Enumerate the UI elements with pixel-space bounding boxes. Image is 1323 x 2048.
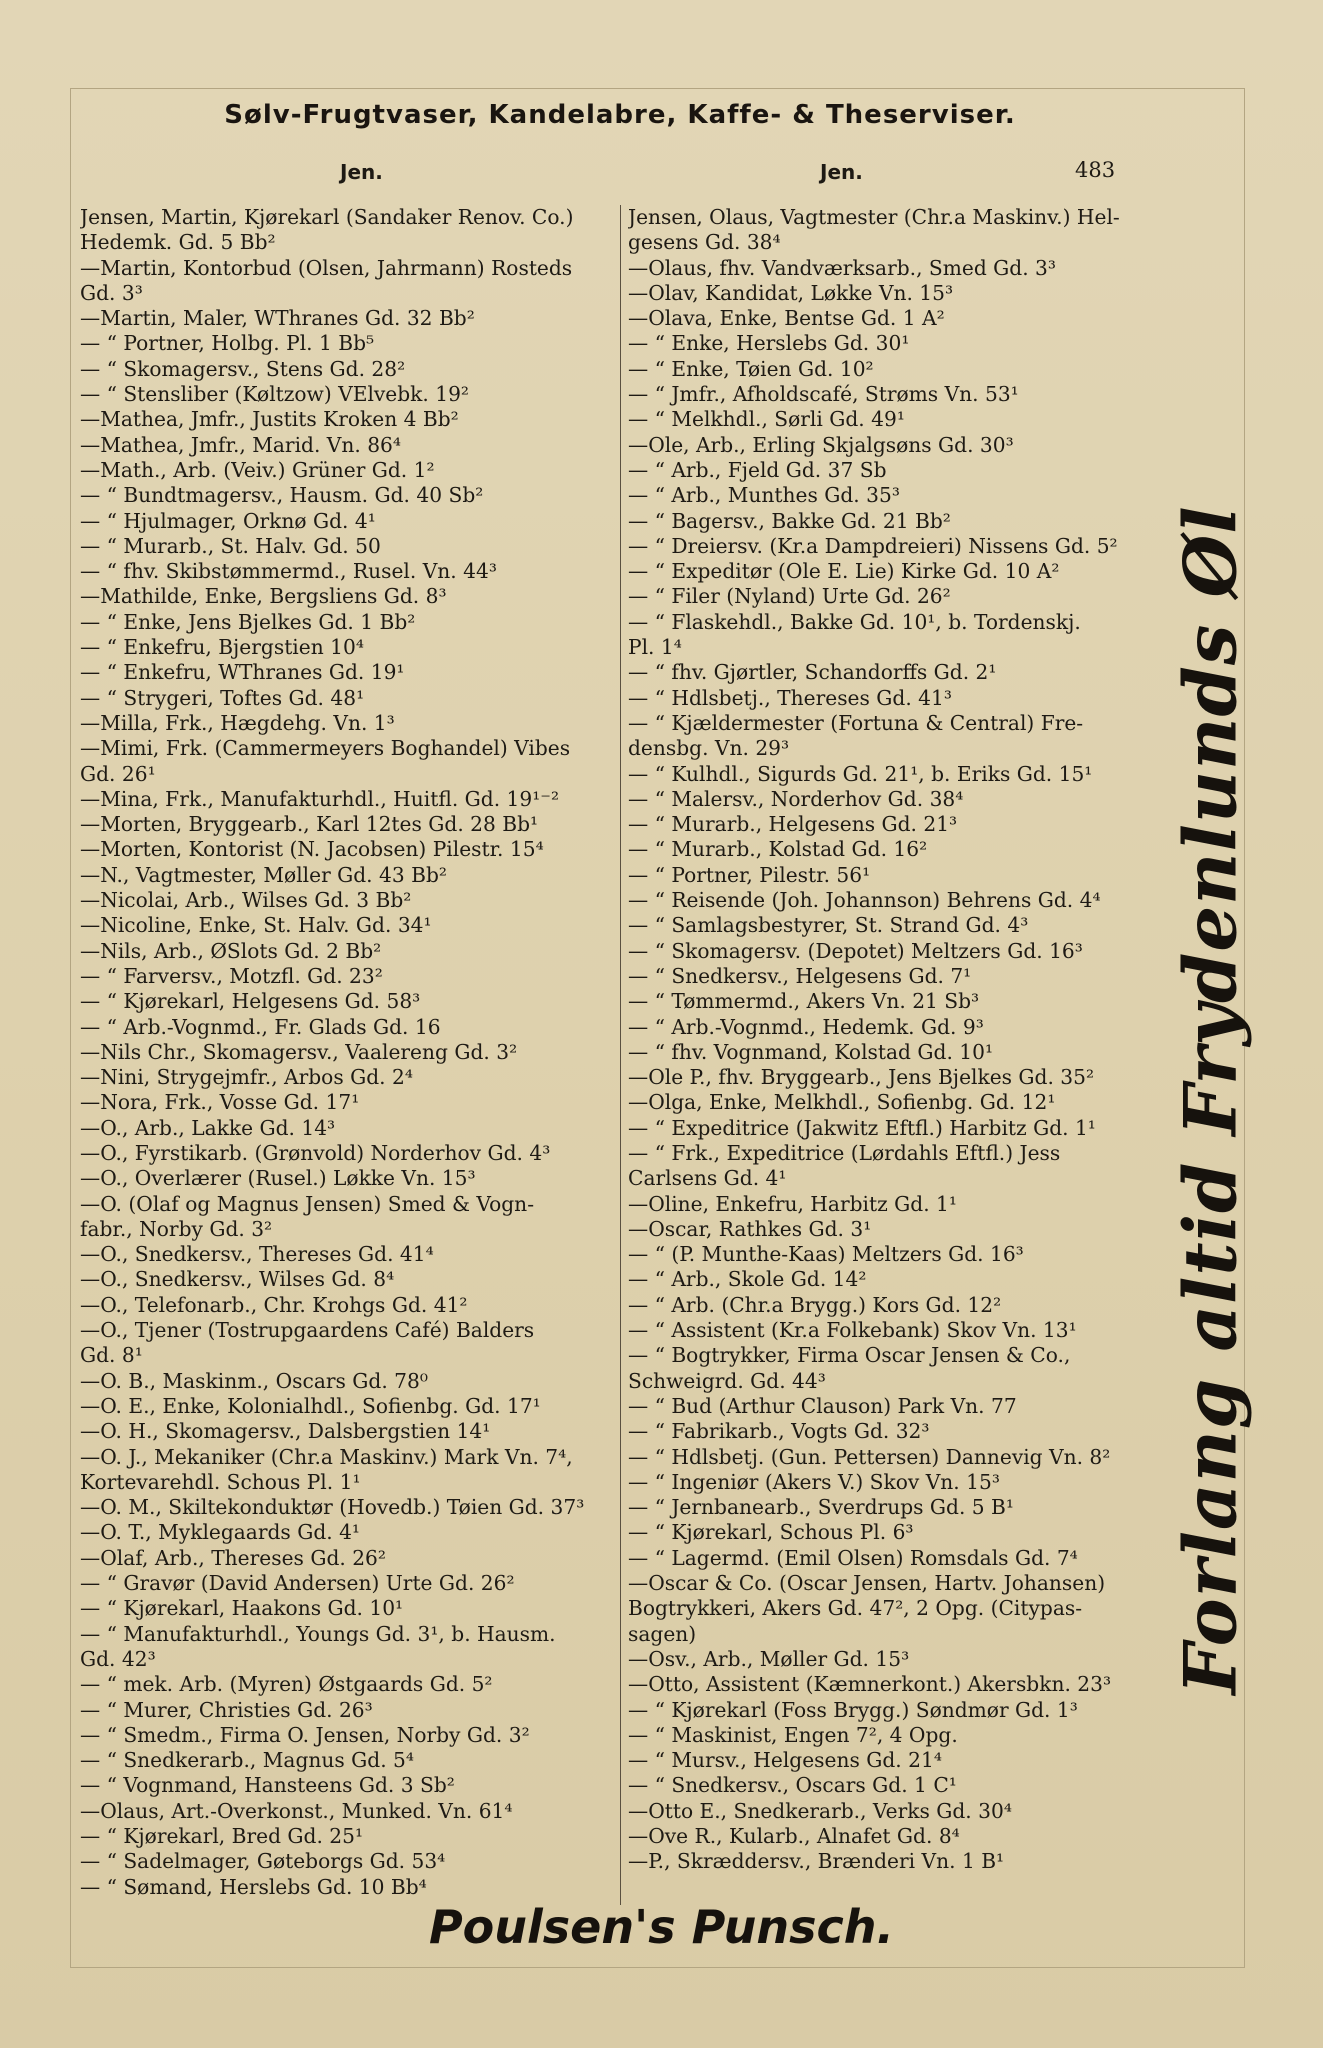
directory-entry: — “ Kjørekarl, Schous Pl. 6³ bbox=[628, 1520, 914, 1545]
directory-entry: — “ Skomagersv. (Depotet) Meltzers Gd. 16³ bbox=[628, 938, 1083, 963]
directory-entry: —Nils, Arb., ØSlots Gd. 2 Bb² bbox=[80, 938, 382, 963]
directory-entry: —Mathea, Jmfr., Justits Kroken 4 Bb² bbox=[80, 407, 459, 432]
directory-entry: —Olga, Enke, Melkhdl., Sofienbg. Gd. 12¹ bbox=[628, 1090, 1056, 1115]
directory-entry: Schweigrd. Gd. 44³ bbox=[628, 1368, 826, 1393]
directory-entry: —Nicoline, Enke, St. Halv. Gd. 34¹ bbox=[80, 913, 432, 938]
right-column bbox=[628, 205, 1168, 1875]
directory-entry: — “ Vognmand, Hansteens Gd. 3 Sb² bbox=[80, 1773, 455, 1798]
directory-entry: —Olaus, fhv. Vandværksarb., Smed Gd. 3³ bbox=[628, 255, 1056, 280]
directory-entry: —Mina, Frk., Manufakturhdl., Huitfl. Gd. 19¹⁻² bbox=[80, 786, 560, 811]
directory-entry: —Olav, Kandidat, Løkke Vn. 15³ bbox=[628, 280, 954, 305]
directory-entry: — “ (P. Munthe-Kaas) Meltzers Gd. 16³ bbox=[628, 1242, 1024, 1267]
directory-entry: — “ Smedm., Firma O. Jensen, Norby Gd. 3² bbox=[80, 1722, 530, 1747]
directory-entry: — “ Hjulmager, Orknø Gd. 4¹ bbox=[80, 508, 376, 533]
sidebar-advertisement: Forlang altid Frydenlunds Øl bbox=[1167, 505, 1253, 1695]
directory-entry: —Martin, Maler, WThranes Gd. 32 Bb² bbox=[80, 306, 475, 331]
directory-entry: —O., Fyrstikarb. (Grønvold) Norderhov Gd. 4³ bbox=[80, 1140, 551, 1165]
directory-entry: —P., Skræddersv., Brænderi Vn. 1 B¹ bbox=[628, 1849, 1005, 1874]
directory-entry: — “ Kjørekarl, Haakons Gd. 10¹ bbox=[80, 1596, 404, 1621]
directory-entry: — “ fhv. Skibstømmermd., Rusel. Vn. 44³ bbox=[80, 559, 497, 584]
directory-entry: — “ Enke, Tøien Gd. 10² bbox=[628, 356, 874, 381]
directory-entry: — “ Kjældermester (Fortuna & Central) Fre- bbox=[628, 710, 1084, 735]
directory-entry: Gd. 42³ bbox=[80, 1646, 156, 1671]
directory-entry: —O., Telefonarb., Chr. Krohgs Gd. 41² bbox=[80, 1292, 468, 1317]
directory-entry: Kortevarehdl. Schous Pl. 1¹ bbox=[80, 1469, 361, 1494]
directory-entry: —Oscar, Rathkes Gd. 3¹ bbox=[628, 1216, 872, 1241]
directory-entry: —Oline, Enkefru, Harbitz Gd. 1¹ bbox=[628, 1191, 957, 1216]
directory-entry: —Nils Chr., Skomagersv., Vaalereng Gd. 3² bbox=[80, 1039, 518, 1064]
directory-entry: —Mathilde, Enke, Bergsliens Gd. 8³ bbox=[80, 584, 447, 609]
directory-entry: —O. M., Skiltekonduktør (Hovedb.) Tøien Gd. 37³ bbox=[80, 1495, 585, 1520]
directory-entry: — “ Hdlsbetj. (Gun. Pettersen) Dannevig Vn. 8² bbox=[628, 1444, 1111, 1469]
directory-entry: —O., Snedkersv., Thereses Gd. 41⁴ bbox=[80, 1242, 434, 1267]
directory-entry: sagen) bbox=[628, 1621, 697, 1646]
directory-entry: —O. H., Skomagersv., Dalsbergstien 14¹ bbox=[80, 1419, 491, 1444]
directory-entry: — “ Enke, Herslebs Gd. 30¹ bbox=[628, 331, 910, 356]
directory-entry: fabr., Norby Gd. 3² bbox=[80, 1216, 273, 1241]
directory-entry: — “ Bogtrykker, Firma Oscar Jensen & Co., bbox=[628, 1343, 1071, 1368]
directory-entry: — “ Sadelmager, Gøteborgs Gd. 53⁴ bbox=[80, 1849, 446, 1874]
directory-entry: — “ Murarb., Helgesens Gd. 21³ bbox=[628, 812, 958, 837]
directory-entry: — “ Expeditør (Ole E. Lie) Kirke Gd. 10 A² bbox=[628, 559, 1060, 584]
directory-entry: Jensen, Olaus, Vagtmester (Chr.a Maskinv.) Hel- bbox=[628, 205, 1120, 229]
directory-entry: —Ole, Arb., Erling Skjalgsøns Gd. 30³ bbox=[628, 432, 1014, 457]
directory-entry: — “ Stensliber (Køltzow) VElvebk. 19² bbox=[80, 382, 470, 407]
directory-entry: Carlsens Gd. 4¹ bbox=[628, 1166, 787, 1191]
footer-advertisement: Poulsen's Punsch. bbox=[428, 1900, 895, 1954]
directory-entry: —Nora, Frk., Vosse Gd. 17¹ bbox=[80, 1090, 360, 1115]
page-number: 483 bbox=[1075, 158, 1116, 182]
directory-entry: —Mathea, Jmfr., Marid. Vn. 86⁴ bbox=[80, 432, 401, 457]
directory-entry: — “ Expeditrice (Jakwitz Eftfl.) Harbitz Gd. 1¹ bbox=[628, 1115, 1096, 1140]
directory-entry: — “ Bundtmagersv., Hausm. Gd. 40 Sb² bbox=[80, 483, 484, 508]
directory-entry: — “ Farversv., Motzfl. Gd. 23² bbox=[80, 963, 383, 988]
directory-entry: —Nini, Strygejmfr., Arbos Gd. 2⁴ bbox=[80, 1065, 413, 1090]
directory-entry: —Ove R., Kularb., Alnafet Gd. 8⁴ bbox=[628, 1824, 960, 1848]
directory-entry: Jensen, Martin, Kjørekarl (Sandaker Renov. Co.) bbox=[80, 205, 574, 229]
directory-entry: — “ Flaskehdl., Bakke Gd. 10¹, b. Tordenskj. bbox=[628, 609, 1081, 634]
directory-entry: — “ Sømand, Herslebs Gd. 10 Bb⁴ bbox=[80, 1874, 427, 1899]
left-column bbox=[80, 205, 620, 1900]
directory-entry: —O., Tjener (Tostrupgaardens Café) Balders bbox=[80, 1318, 535, 1343]
directory-entry: — “ fhv. Gjørtler, Schandorffs Gd. 2¹ bbox=[628, 660, 997, 685]
directory-entry: — “ Bagersv., Bakke Gd. 21 Bb² bbox=[628, 508, 951, 533]
directory-entry: Gd. 3³ bbox=[80, 280, 143, 305]
directory-entry: —Otto, Assistent (Kæmnerkont.) Akersbkn. 23³ bbox=[628, 1672, 1112, 1697]
directory-entry: —O. T., Myklegaards Gd. 4¹ bbox=[80, 1520, 361, 1545]
directory-entry: — “ Assistent (Kr.a Folkebank) Skov Vn. 13¹ bbox=[628, 1318, 1077, 1343]
directory-entry: — “ Frk., Expeditrice (Lørdahls Eftfl.) Jess bbox=[628, 1140, 1061, 1165]
directory-entry: — “ Portner, Holbg. Pl. 1 Bb⁵ bbox=[80, 331, 375, 356]
directory-entry: — “ Arb.-Vognmd., Hedemk. Gd. 9³ bbox=[628, 1014, 984, 1039]
directory-entry: — “ Enkefru, WThranes Gd. 19¹ bbox=[80, 660, 405, 685]
directory-entry: — “ fhv. Vognmand, Kolstad Gd. 10¹ bbox=[628, 1039, 994, 1064]
directory-entry: — “ Kjørekarl (Foss Brygg.) Søndmør Gd. 1³ bbox=[628, 1697, 1078, 1722]
directory-entry: — “ Enkefru, Bjergstien 10⁴ bbox=[80, 635, 364, 660]
directory-entry: — “ Bud (Arthur Clauson) Park Vn. 77 bbox=[628, 1393, 1017, 1418]
directory-entry: —Mimi, Frk. (Cammermeyers Boghandel) Vibes bbox=[80, 736, 571, 761]
directory-entry: — “ Fabrikarb., Vogts Gd. 32³ bbox=[628, 1419, 930, 1444]
directory-entry: — “ Hdlsbetj., Thereses Gd. 41³ bbox=[628, 685, 952, 710]
directory-entry: — “ Manufakturhdl., Youngs Gd. 3¹, b. Hausm. bbox=[80, 1621, 556, 1646]
header-banner: Sølv-Frugtvaser, Kandelabre, Kaffe- & Theserviser. bbox=[224, 100, 1016, 130]
directory-entry: — “ Enke, Jens Bjelkes Gd. 1 Bb² bbox=[80, 609, 416, 634]
directory-entry: — “ Jmfr., Afholdscafé, Strøms Vn. 53¹ bbox=[628, 382, 1019, 407]
directory-entry: —Ole P., fhv. Bryggearb., Jens Bjelkes Gd. 35² bbox=[628, 1065, 1095, 1090]
directory-entry: — “ Ingeniør (Akers V.) Skov Vn. 15³ bbox=[628, 1469, 1000, 1494]
directory-entry: — “ Snedkersv., Helgesens Gd. 7¹ bbox=[628, 963, 972, 988]
directory-entry: densbg. Vn. 29³ bbox=[628, 736, 790, 761]
directory-entry: —O., Snedkersv., Wilses Gd. 8⁴ bbox=[80, 1267, 395, 1292]
directory-entry: —Martin, Kontorbud (Olsen, Jahrmann) Rosteds bbox=[80, 255, 573, 280]
directory-entry: — “ Arb., Skole Gd. 14² bbox=[628, 1267, 867, 1292]
directory-entry: — “ Malersv., Norderhov Gd. 38⁴ bbox=[628, 786, 964, 811]
directory-entry: —O., Arb., Lakke Gd. 14³ bbox=[80, 1115, 336, 1140]
directory-entry: — “ Arb.-Vognmd., Fr. Glads Gd. 16 bbox=[80, 1014, 441, 1039]
directory-entry: — “ Snedkersv., Oscars Gd. 1 C¹ bbox=[628, 1773, 957, 1798]
directory-entry: — “ Arb. (Chr.a Brygg.) Kors Gd. 12² bbox=[628, 1292, 1002, 1317]
directory-entry: — “ Kjørekarl, Helgesens Gd. 58³ bbox=[80, 989, 421, 1014]
directory-entry: — “ Murarb., Kolstad Gd. 16² bbox=[628, 837, 928, 862]
directory-entry: gesens Gd. 38⁴ bbox=[628, 230, 781, 255]
directory-entry: —Olaus, Art.-Overkonst., Munked. Vn. 61⁴ bbox=[80, 1798, 513, 1823]
directory-entry: — “ Strygeri, Toftes Gd. 48¹ bbox=[80, 685, 365, 710]
directory-entry: —Math., Arb. (Veiv.) Grüner Gd. 1² bbox=[80, 457, 435, 482]
directory-entry: —Olaf, Arb., Thereses Gd. 26² bbox=[80, 1545, 386, 1570]
directory-entry: —O. (Olaf og Magnus Jensen) Smed & Vogn- bbox=[80, 1191, 535, 1216]
directory-entry: — “ Arb., Fjeld Gd. 37 Sb bbox=[628, 457, 887, 482]
directory-entry: Pl. 1⁴ bbox=[628, 635, 682, 660]
directory-entry: — “ Murer, Christies Gd. 26³ bbox=[80, 1697, 373, 1722]
directory-entry: — “ Skomagersv., Stens Gd. 28² bbox=[80, 356, 406, 381]
directory-entry: —N., Vagtmester, Møller Gd. 43 Bb² bbox=[80, 862, 447, 887]
directory-entry: —O. J., Mekaniker (Chr.a Maskinv.) Mark Vn. 7⁴, bbox=[80, 1444, 573, 1469]
directory-entry: —Oscar & Co. (Oscar Jensen, Hartv. Johansen) bbox=[628, 1571, 1106, 1596]
left-column-heading: Jen. bbox=[340, 160, 383, 184]
directory-entry: — “ Kulhdl., Sigurds Gd. 21¹, b. Eriks Gd. 15¹ bbox=[628, 761, 1093, 786]
directory-entry: Gd. 8¹ bbox=[80, 1343, 143, 1368]
directory-entry: — “ Melkhdl., Sørli Gd. 49¹ bbox=[628, 407, 905, 432]
directory-entry: — “ Kjørekarl, Bred Gd. 25¹ bbox=[80, 1824, 364, 1848]
directory-entry: —Otto E., Snedkerarb., Verks Gd. 30⁴ bbox=[628, 1798, 1012, 1823]
directory-entry: — “ Reisende (Joh. Johannson) Behrens Gd. 4⁴ bbox=[628, 888, 1101, 913]
directory-entry: Hedemk. Gd. 5 Bb² bbox=[80, 230, 276, 255]
directory-entry: —O. E., Enke, Kolonialhdl., Sofienbg. Gd. 17¹ bbox=[80, 1393, 541, 1418]
directory-entry: — “ Maskinist, Engen 7², 4 Opg. bbox=[628, 1722, 958, 1747]
directory-entry: — “ Arb., Munthes Gd. 35³ bbox=[628, 483, 900, 508]
directory-entry: —O., Overlærer (Rusel.) Løkke Vn. 15³ bbox=[80, 1166, 476, 1191]
directory-entry: Gd. 26¹ bbox=[80, 761, 156, 786]
directory-entry: —Olava, Enke, Bentse Gd. 1 A² bbox=[628, 306, 945, 331]
directory-entry: — “ mek. Arb. (Myren) Østgaards Gd. 5² bbox=[80, 1672, 493, 1697]
directory-entry: — “ Samlagsbestyrer, St. Strand Gd. 4³ bbox=[628, 913, 1029, 938]
directory-entry: — “ Portner, Pilestr. 56¹ bbox=[628, 862, 871, 887]
directory-entry: — “ Lagermd. (Emil Olsen) Romsdals Gd. 7⁴ bbox=[628, 1545, 1078, 1570]
right-column-heading: Jen. bbox=[820, 160, 863, 184]
directory-entry: — “ Dreiersv. (Kr.a Dampdreieri) Nissens Gd. 5² bbox=[628, 533, 1118, 558]
column-divider bbox=[620, 205, 621, 1905]
directory-entry: — “ Tømmermd., Akers Vn. 21 Sb³ bbox=[628, 989, 980, 1014]
directory-entry: — “ Murarb., St. Halv. Gd. 50 bbox=[80, 533, 381, 558]
directory-entry: —O. B., Maskinm., Oscars Gd. 78⁰ bbox=[80, 1368, 428, 1393]
directory-entry: — “ Snedkerarb., Magnus Gd. 5⁴ bbox=[80, 1748, 414, 1773]
directory-entry: —Morten, Bryggearb., Karl 12tes Gd. 28 Bb¹ bbox=[80, 812, 539, 837]
directory-entry: — “ Jernbanearb., Sverdrups Gd. 5 B¹ bbox=[628, 1495, 1014, 1520]
directory-entry: —Nicolai, Arb., Wilses Gd. 3 Bb² bbox=[80, 888, 412, 913]
directory-entry: —Morten, Kontorist (N. Jacobsen) Pilestr. 15⁴ bbox=[80, 837, 544, 862]
directory-entry: — “ Gravør (David Andersen) Urte Gd. 26² bbox=[80, 1571, 515, 1596]
directory-entry: —Milla, Frk., Hægdehg. Vn. 1³ bbox=[80, 710, 395, 735]
directory-entry: Bogtrykkeri, Akers Gd. 47², 2 Opg. (Citypas- bbox=[628, 1596, 1083, 1621]
directory-entry: —Osv., Arb., Møller Gd. 15³ bbox=[628, 1646, 910, 1671]
directory-entry: — “ Filer (Nyland) Urte Gd. 26² bbox=[628, 584, 951, 609]
directory-entry: — “ Mursv., Helgesens Gd. 21⁴ bbox=[628, 1748, 942, 1773]
